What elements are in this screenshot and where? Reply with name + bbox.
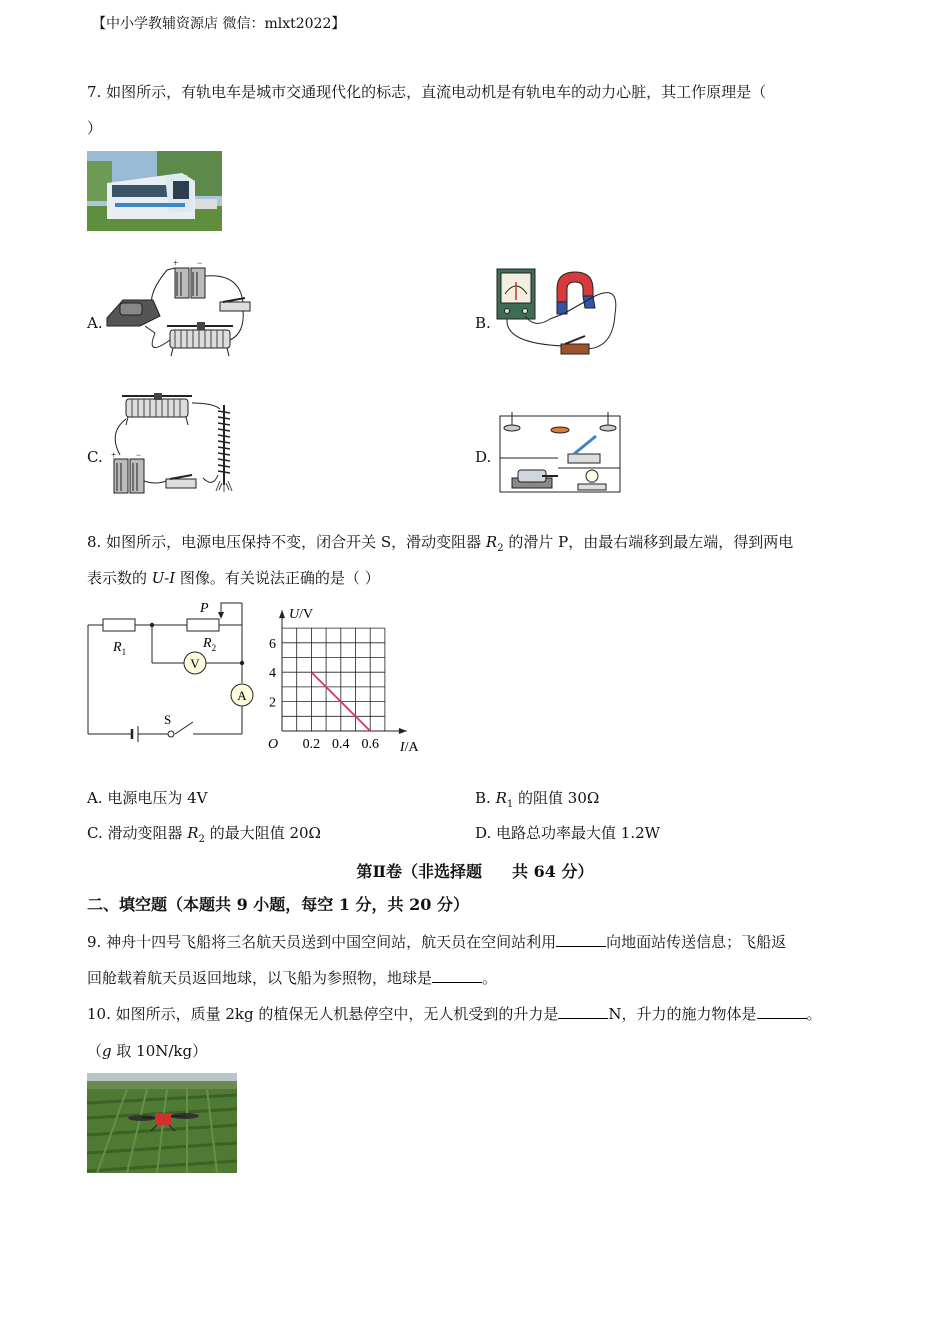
- y-tick-label: 4: [269, 666, 276, 682]
- y-axis-label: U/V: [289, 607, 314, 623]
- battery-minus: −: [197, 258, 203, 268]
- part2-heading: 二、填空题（本题共 9 小题，每空 1 分，共 20 分）: [87, 895, 469, 914]
- x-axis-label: I/A: [399, 740, 419, 755]
- knife-switch-icon: [220, 298, 250, 311]
- p-label: P: [200, 601, 209, 616]
- answer-blank[interactable]: [556, 932, 606, 947]
- q8-stem-1: 8. 如图所示，电源电压保持不变，闭合开关 S，滑动变阻器 $R_2$ 的滑片 P，由最右端移到最左端，得到两电: [87, 533, 794, 554]
- q10-line-1: 10. 如图所示，质量 2kg 的植保无人机悬停空中，无人机受到的升力是 N，升力的施力物体是 。: [87, 1005, 822, 1023]
- q7-option-d-label: D.: [475, 448, 492, 466]
- q8-option-b: B. $R_1$ 的阻值 30Ω: [475, 789, 600, 810]
- q7-option-b-label: B.: [475, 314, 491, 332]
- answer-blank[interactable]: [757, 1004, 807, 1019]
- electromagnet-icon: [216, 405, 232, 492]
- knife-switch-icon: [166, 475, 196, 488]
- x-tick-label: 0.6: [361, 737, 379, 752]
- r2-label: $R_2$: [203, 636, 217, 653]
- origin-label: O: [268, 737, 279, 752]
- q9-line-1: 9. 神舟十四号飞船将三名航天员送到中国空间站，航天员在空间站利用 向地面站传送信息；飞船返: [87, 933, 787, 951]
- generator-icon: [512, 470, 558, 488]
- battery-icon: [111, 450, 144, 493]
- magnet-pole-icon: [504, 412, 616, 433]
- rheostat-icon: [122, 393, 192, 425]
- galvanometer-icon: [497, 269, 535, 319]
- q7-option-a-figure: [105, 258, 255, 363]
- q7-option-c-figure: [108, 393, 243, 498]
- battery-plus: +: [111, 450, 117, 460]
- q8-option-c: C. 滑动变阻器 $R_2$ 的最大阻值 20Ω: [87, 824, 321, 845]
- tram-photo: [87, 151, 222, 231]
- y-tick-label: 6: [269, 636, 276, 652]
- q7-stem-close: ）: [87, 119, 103, 137]
- x-tick-label: 0.2: [302, 737, 321, 752]
- x-axis-arrow: [399, 728, 407, 734]
- section-title: 第Ⅱ卷（非选择题 共 64 分）: [356, 862, 594, 881]
- motor-icon: [107, 300, 160, 326]
- r1-label: $R_1$: [113, 640, 127, 657]
- q9-line-2: 回舱载着航天员返回地球，以飞船为参照物，地球是 。: [87, 969, 498, 987]
- switch-s-icon: [175, 722, 193, 734]
- x-tick-label: 0.4: [332, 737, 350, 752]
- s-label: S: [164, 712, 172, 727]
- q8-option-a: A. 电源电压为 4V: [87, 789, 208, 807]
- q8-ui-chart: [262, 600, 422, 755]
- q10-line-2: （g 取 10N/kg）: [87, 1042, 208, 1060]
- q7-option-b-figure: [495, 264, 625, 364]
- magnet-icon: [557, 272, 595, 314]
- q8-circuit-diagram: [85, 598, 260, 753]
- battery-minus: −: [136, 450, 142, 460]
- a-label: A: [237, 688, 247, 703]
- y-tick-label: 2: [269, 695, 276, 711]
- resistor-r2: [187, 619, 219, 631]
- bulb-icon: [578, 470, 606, 490]
- q7-stem: 7. 如图所示，有轨电车是城市交通现代化的标志，直流电动机是有轨电车的动力心脏，其工作原理是（: [87, 83, 767, 101]
- switch-icon: [568, 436, 600, 463]
- q8-stem-2: 表示数的 U-I 图像。有关说法正确的是（ ）: [87, 569, 380, 587]
- knife-switch-icon: [561, 336, 589, 354]
- q7-option-a-label: A.: [87, 314, 103, 332]
- drone-field-photo: [87, 1073, 237, 1173]
- q7-option-c-label: C.: [87, 448, 103, 466]
- v-label: V: [190, 656, 200, 671]
- answer-blank[interactable]: [432, 968, 482, 983]
- resistor-r1: [103, 619, 135, 631]
- y-axis-arrow: [279, 610, 285, 618]
- rheostat-icon: [167, 322, 233, 356]
- answer-blank[interactable]: [558, 1004, 608, 1019]
- battery-icon: [173, 258, 205, 298]
- q8-option-d: D. 电路总功率最大值 1.2W: [475, 824, 661, 842]
- battery-plus: +: [173, 258, 179, 268]
- q7-option-d-figure: [498, 410, 623, 496]
- battery-cell-icon: [132, 726, 138, 742]
- header-text: 【中小学教辅资源店 微信：mlxt2022】: [92, 16, 346, 32]
